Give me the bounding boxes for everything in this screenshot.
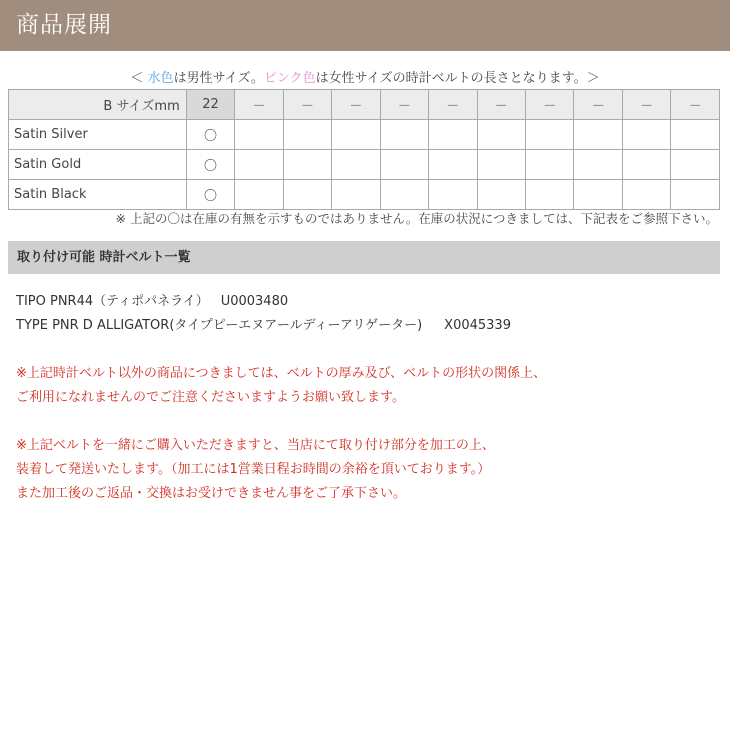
availability-cell — [332, 150, 380, 180]
warning-line: ※上記ベルトを一緒にご購入いただきますと、当店にて取り付け部分を加工の上、 — [16, 438, 495, 453]
availability-cell — [622, 120, 670, 150]
available-circle-icon: 〇 — [203, 129, 217, 144]
availability-cell — [574, 180, 622, 210]
availability-cell — [622, 150, 670, 180]
availability-cell — [671, 120, 720, 150]
size-table-body — [9, 90, 720, 210]
warning-line: ※上記時計ベルト以外の商品につきましては、ベルトの厚み及び、ベルトの形状の関係上、 — [16, 366, 547, 381]
availability-cell — [186, 150, 234, 180]
legend-mid2: は女性サイズの時計ベルトの長さとなります。＞ — [315, 71, 600, 86]
availability-cell — [235, 120, 283, 150]
size-header-cell: － — [332, 90, 380, 120]
band-code: U0003480 — [220, 294, 289, 309]
warning-block-1 — [16, 362, 546, 410]
legend-mid1: は男性サイズ。 — [173, 71, 264, 86]
availability-cell — [429, 150, 477, 180]
size-header-cell: － — [622, 90, 670, 120]
table-row — [9, 180, 720, 210]
availability-cell — [283, 150, 331, 180]
stock-note: ※ 上記の〇は在庫の有無を示すものではありません。在庫の状況につきましては、下記表をご参照下さい。 — [115, 211, 718, 226]
availability-cell — [186, 180, 234, 210]
warning-block-2 — [16, 434, 495, 506]
availability-cell — [671, 180, 720, 210]
warning-line: ご利用になれませんのでご注意くださいますようお願い致します。 — [16, 390, 405, 405]
table-row — [9, 150, 720, 180]
page-title: 商品展開 — [16, 12, 112, 38]
size-header-cell: － — [477, 90, 525, 120]
availability-cell — [186, 120, 234, 150]
availability-cell — [526, 120, 574, 150]
color-name: Satin Silver — [9, 120, 187, 150]
band-name: TYPE PNR D ALLIGATOR(タイプピーエヌアールディーアリゲーター) — [16, 318, 423, 333]
warning-line: また加工後のご返品・交換はお受けできません事をご了承下さい。 — [16, 486, 407, 501]
availability-cell — [235, 150, 283, 180]
color-name: Satin Black — [9, 180, 187, 210]
availability-cell — [477, 180, 525, 210]
compatible-band-list — [16, 290, 511, 338]
size-header-label: B サイズmm — [9, 90, 187, 120]
legend-blue-word: 水色 — [147, 71, 174, 86]
size-header-cell: － — [429, 90, 477, 120]
band-code: X0045339 — [444, 318, 511, 333]
size-header-cell: － — [283, 90, 331, 120]
page-header — [0, 0, 730, 51]
band-name: TIPO PNR44（ティポパネライ） — [16, 294, 209, 309]
availability-cell — [283, 180, 331, 210]
availability-cell — [380, 120, 428, 150]
availability-cell — [380, 150, 428, 180]
table-row — [9, 120, 720, 150]
availability-cell — [526, 150, 574, 180]
availability-cell — [574, 120, 622, 150]
warning-line: 装着して発送いたします。（加工には1営業日程お時間の余裕を頂いております。） — [16, 462, 491, 477]
size-header-cell: － — [235, 90, 283, 120]
availability-cell — [526, 180, 574, 210]
availability-cell — [332, 180, 380, 210]
size-header-cell: － — [574, 90, 622, 120]
availability-cell — [622, 180, 670, 210]
list-item — [16, 290, 511, 314]
availability-cell — [283, 120, 331, 150]
size-header-cell: － — [671, 90, 720, 120]
availability-cell — [429, 180, 477, 210]
availability-cell — [477, 150, 525, 180]
size-table — [8, 89, 720, 210]
size-header-cell: － — [380, 90, 428, 120]
compatible-section-bar — [8, 241, 720, 274]
available-circle-icon: 〇 — [203, 189, 217, 204]
available-circle-icon: 〇 — [203, 159, 217, 174]
color-name: Satin Gold — [9, 150, 187, 180]
size-header-cell: － — [526, 90, 574, 120]
availability-cell — [671, 150, 720, 180]
availability-cell — [332, 120, 380, 150]
size-header-row — [9, 90, 720, 120]
availability-cell — [235, 180, 283, 210]
availability-cell — [574, 150, 622, 180]
availability-cell — [380, 180, 428, 210]
legend-open: ＜ — [130, 71, 148, 86]
legend-pink-word: ピンク色 — [263, 71, 316, 86]
size-header-cell: 22 — [186, 90, 234, 120]
size-color-legend — [0, 70, 730, 88]
availability-cell — [429, 120, 477, 150]
compatible-section-title: 取り付け可能 時計ベルト一覧 — [17, 250, 191, 265]
list-item — [16, 314, 511, 338]
availability-cell — [477, 120, 525, 150]
